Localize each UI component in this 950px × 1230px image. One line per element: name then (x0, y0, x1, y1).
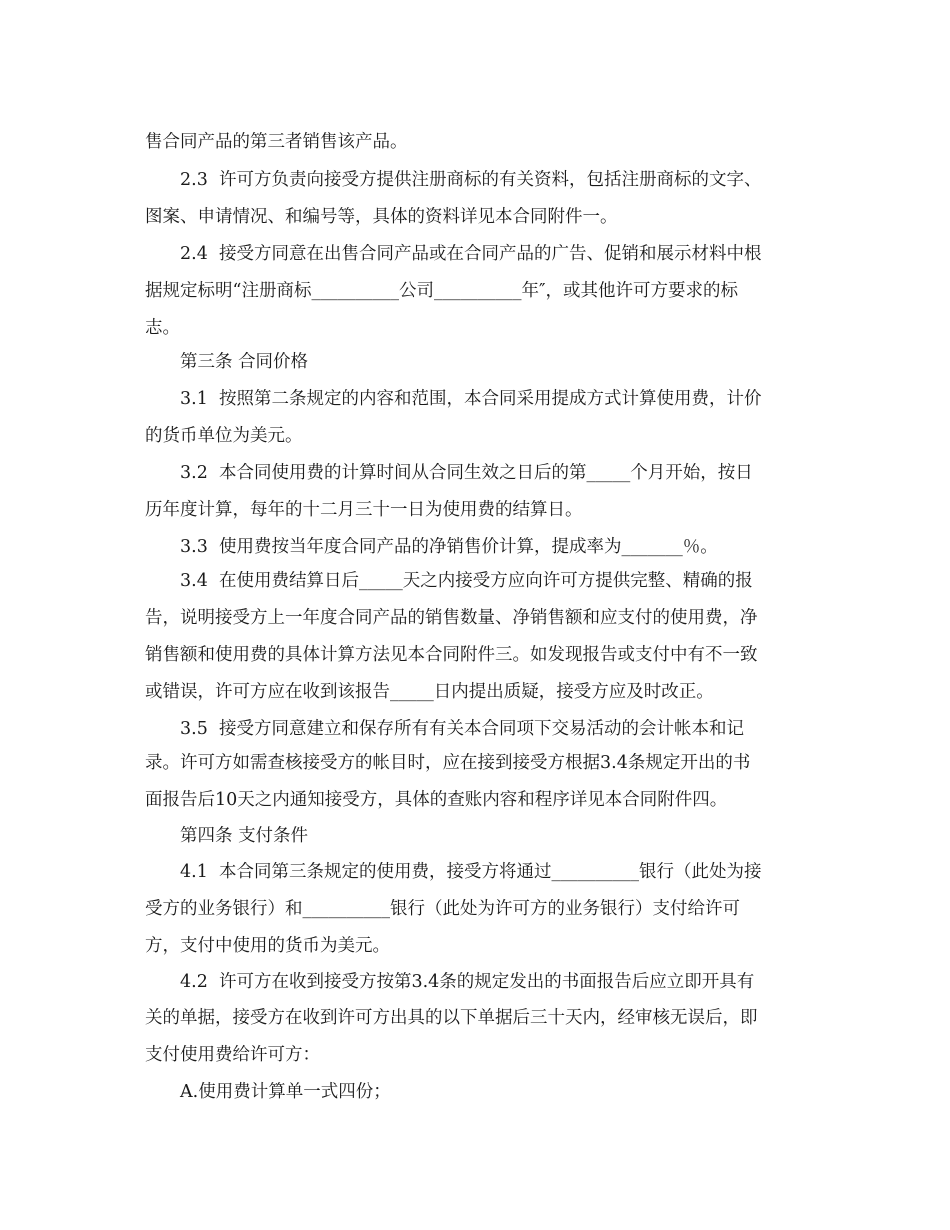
paragraph-line: 的货币单位为美元。 (145, 426, 303, 446)
paragraph-line: 录。许可方如需查核接受方的帐目时，应在接到接受方根据3.4条规定开出的书 (145, 753, 751, 773)
paragraph-line: 历年度计算，每年的十二月三十一日为使用费的结算日。 (145, 500, 583, 520)
clause-3-3: 3.3 使用费按当年度合同产品的净销售价计算，提成率为_______％。 (180, 537, 718, 557)
clause-4-2: 4.2 许可方在收到接受方按第3.4条的规定发出的书面报告后应立即开具有 (180, 972, 755, 992)
clause-2-4: 2.4 接受方同意在出售合同产品或在合同产品的广告、促销和展示材料中根 (180, 244, 762, 264)
paragraph-line: 志。 (145, 318, 180, 338)
clause-3-1: 3.1 按照第二条规定的内容和范围，本合同采用提成方式计算使用费，计价 (180, 389, 762, 409)
list-item-a: A.使用费计算单一式四份； (180, 1082, 391, 1102)
clause-3-5: 3.5 接受方同意建立和保存所有有关本合同项下交易活动的会计帐本和记 (180, 719, 744, 739)
paragraph-line: 图案、申请情况、和编号等，具体的资料详见本合同附件一。 (145, 207, 618, 227)
paragraph-line: 方，支付中使用的货币为美元。 (145, 936, 390, 956)
paragraph-line: 支付使用费给许可方： (145, 1045, 320, 1065)
paragraph-line: 面报告后10天之内通知接受方，具体的查账内容和程序详见本合同附件四。 (145, 790, 728, 810)
clause-4-1: 4.1 本合同第三条规定的使用费，接受方将通过__________银行（此处为接 (180, 862, 762, 882)
paragraph-line: 据规定标明“注册商标__________公司__________年″，或其他许可方要求的标 (145, 281, 738, 301)
paragraph-line: 或错误，许可方应在收到该报告_____日内提出质疑，接受方应及时改正。 (145, 682, 714, 702)
clause-2-3: 2.3 许可方负责向接受方提供注册商标的有关资料，包括注册商标的文字、 (180, 170, 762, 190)
article-4-heading: 第四条 支付条件 (180, 826, 309, 846)
clause-3-4: 3.4 在使用费结算日后_____天之内接受方应向许可方提供完整、精确的报 (180, 571, 753, 591)
clause-3-2: 3.2 本合同使用费的计算时间从合同生效之日后的第_____个月开始，按日 (180, 463, 753, 483)
paragraph-line: 受方的业务银行）和__________银行（此处为许可方的业务银行）支付给许可 (145, 899, 740, 919)
paragraph-line: 告，说明接受方上一年度合同产品的销售数量、净销售额和应支付的使用费，净 (145, 608, 758, 628)
paragraph-line: 关的单据，接受方在收到许可方出具的以下单据后三十天内，经审核无误后，即 (145, 1008, 758, 1028)
article-3-heading: 第三条 合同价格 (180, 352, 309, 372)
paragraph-line: 售合同产品的第三者销售该产品。 (145, 132, 408, 152)
paragraph-line: 销售额和使用费的具体计算方法见本合同附件三。如发现报告或支付中有不一致 (145, 645, 758, 665)
